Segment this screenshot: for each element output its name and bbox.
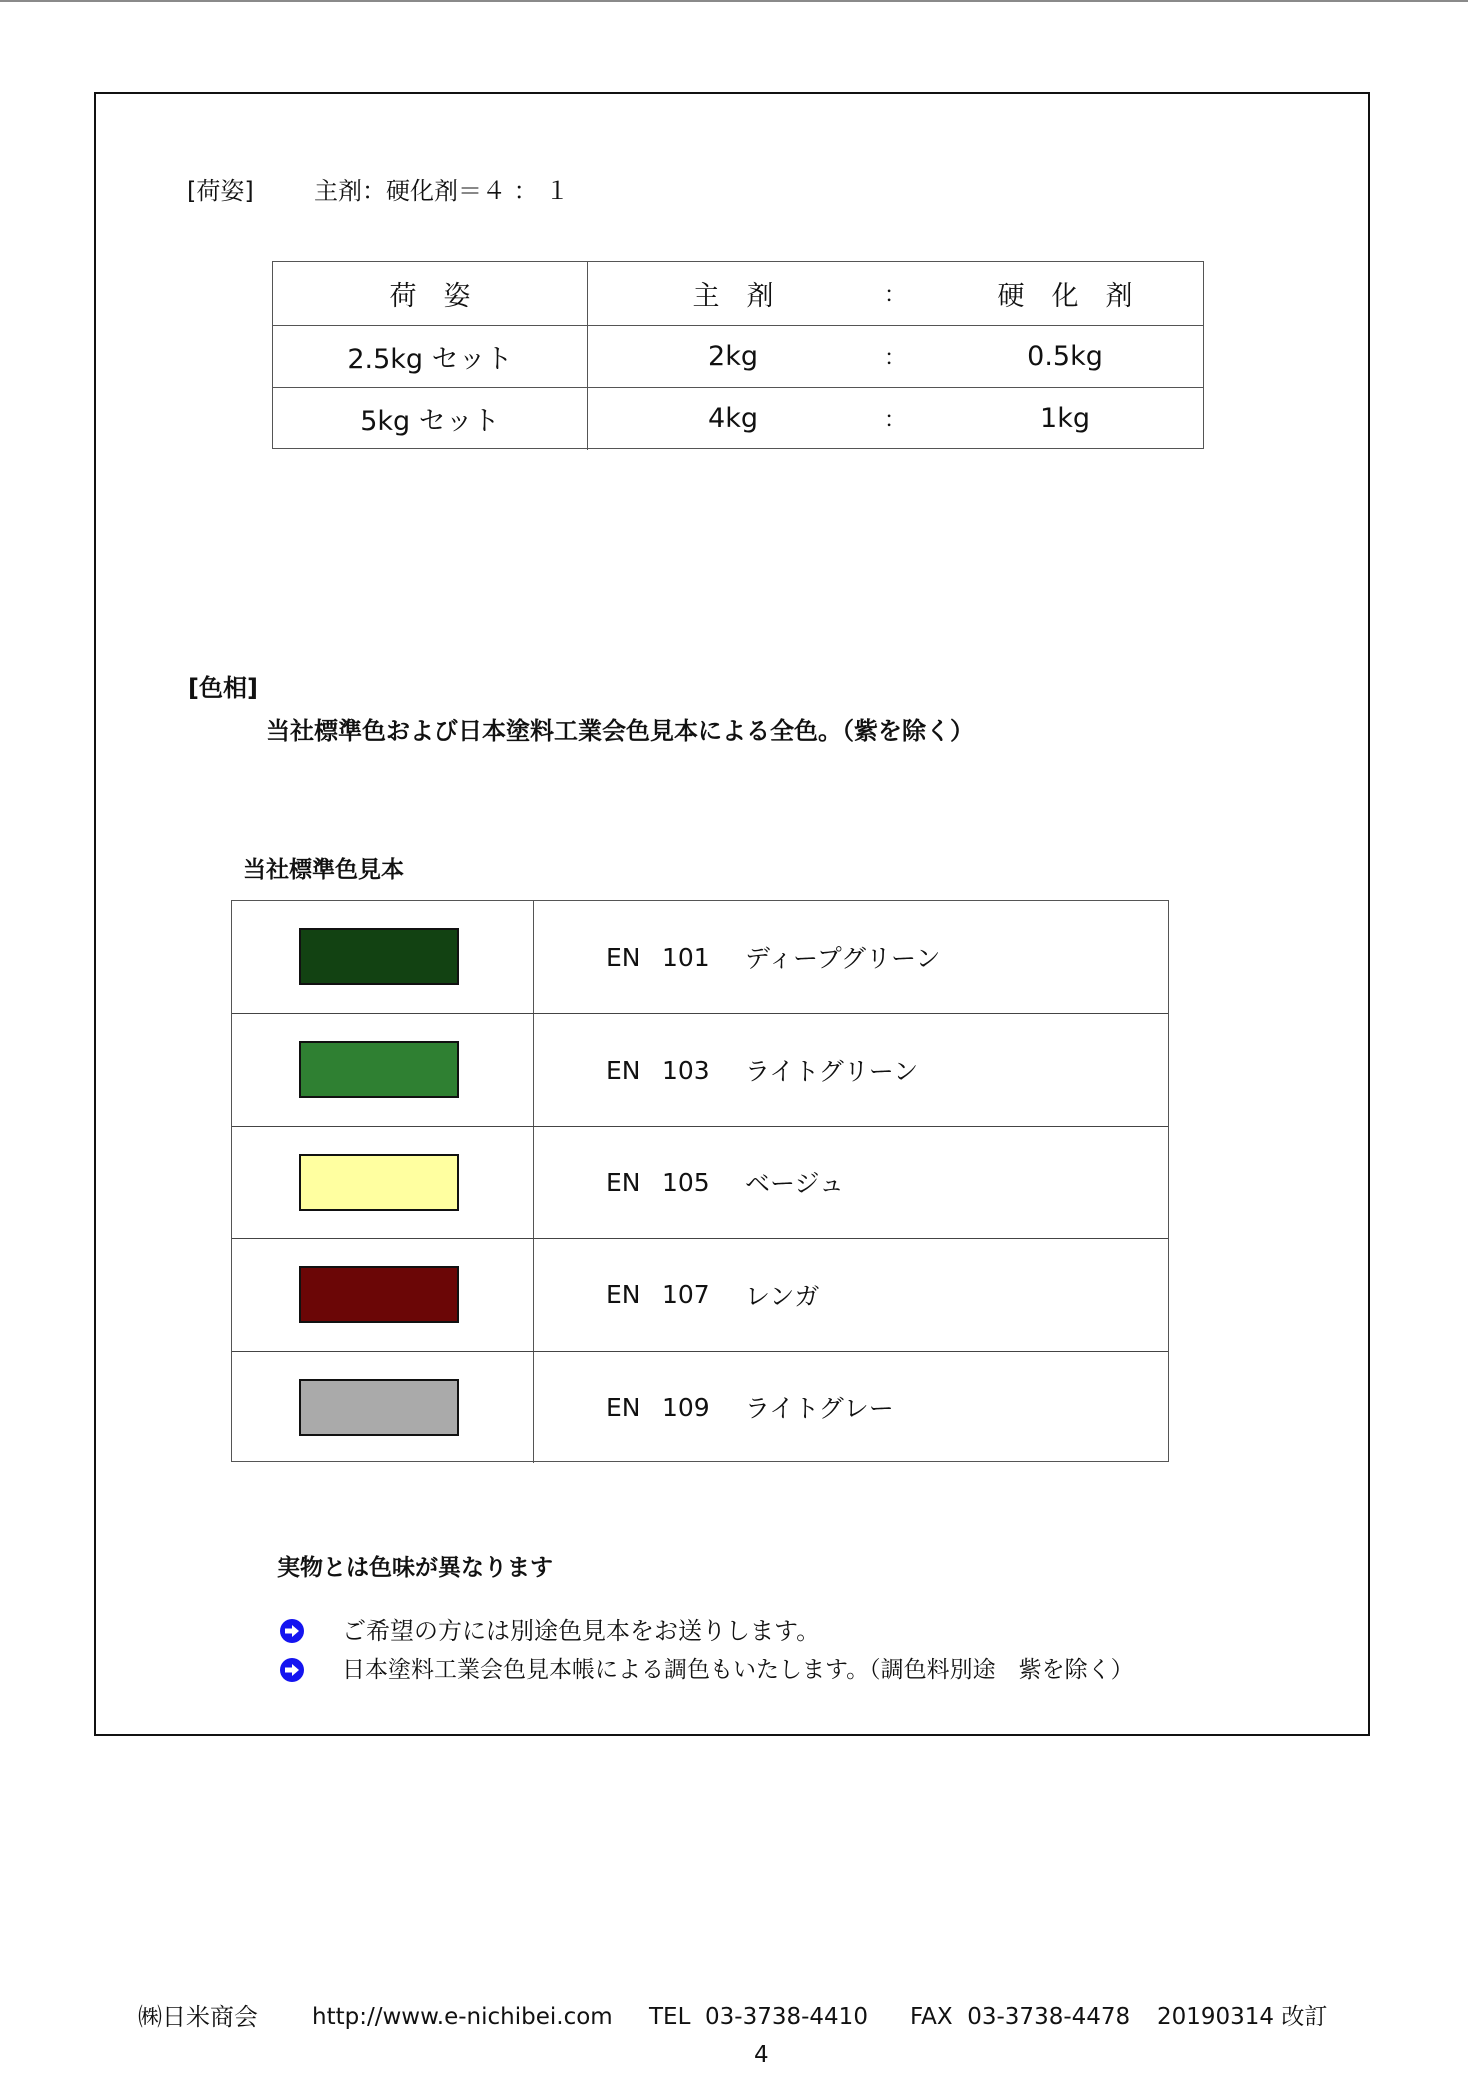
hue-description: 当社標準色および日本塗料工業会色見本による全色。（紫を除く） xyxy=(266,717,974,745)
circled-arrow-right-icon xyxy=(280,1619,304,1643)
color-name: ライトグレー xyxy=(745,1394,894,1424)
hardener-amount: 0.5kg xyxy=(1027,340,1103,372)
bullet-text: 日本塗料工業会色見本帳による調色もいたします。（調色料別途 紫を除く） xyxy=(342,1657,1134,1683)
color-label xyxy=(606,1014,918,1125)
color-code: 109 xyxy=(662,1392,710,1422)
hue-heading: [色相] xyxy=(188,674,258,702)
packing-heading: [荷姿] xyxy=(187,177,254,205)
color-row-en107 xyxy=(232,1238,1168,1350)
bullet-text: ご希望の方には別途色見本をお送りします。 xyxy=(342,1617,821,1645)
color-label xyxy=(606,1239,819,1350)
color-prefix: EN xyxy=(606,942,641,972)
header-hardener: 硬 化 剤 xyxy=(997,280,1133,312)
color-code: 107 xyxy=(662,1280,710,1310)
page-top-rule xyxy=(0,0,1468,2)
color-name: ベージュ xyxy=(745,1169,845,1199)
color-row-en109 xyxy=(232,1351,1168,1463)
main-agent-amount: 2kg xyxy=(708,340,758,372)
color-swatch xyxy=(299,1379,459,1436)
header-packing: 荷 姿 xyxy=(389,280,471,312)
color-swatch xyxy=(299,1266,459,1323)
packing-table-header xyxy=(273,262,1203,325)
color-sample-table xyxy=(231,900,1169,1462)
color-label xyxy=(606,1352,894,1463)
packing-table xyxy=(272,261,1204,449)
color-prefix: EN xyxy=(606,1167,641,1197)
table-row xyxy=(273,325,1203,388)
footer-url[interactable]: http://www.e-nichibei.com xyxy=(312,2004,613,2030)
separator: ： xyxy=(883,408,906,434)
header-main-agent: 主 剤 xyxy=(692,280,774,312)
page-number: 4 xyxy=(754,2042,769,2068)
color-label xyxy=(606,901,941,1013)
color-row-en105 xyxy=(232,1126,1168,1238)
footer-company: ㈱日米商会 xyxy=(138,2003,258,2031)
standard-sample-title: 当社標準色見本 xyxy=(243,857,404,883)
color-name: ライトグリーン xyxy=(745,1057,919,1087)
color-code: 101 xyxy=(662,942,710,972)
color-name: レンガ xyxy=(745,1281,820,1311)
footer-revision: 20190314 改訂 xyxy=(1157,2004,1328,2030)
footer-fax: FAX 03-3738-4478 xyxy=(910,2004,1131,2030)
color-label xyxy=(606,1127,844,1238)
color-swatch xyxy=(299,1154,459,1211)
color-prefix: EN xyxy=(606,1055,641,1085)
table-row xyxy=(273,387,1203,450)
color-disclaimer: 実物とは色味が異なります xyxy=(277,1555,553,1581)
separator: ： xyxy=(883,345,906,371)
color-swatch xyxy=(299,1041,459,1098)
packing-set: 5kg セット xyxy=(360,406,500,438)
color-swatch xyxy=(299,928,459,985)
color-row-en101 xyxy=(232,901,1168,1013)
color-code: 105 xyxy=(662,1167,710,1197)
circled-arrow-right-icon xyxy=(280,1658,304,1682)
header-separator: ： xyxy=(883,282,906,308)
color-prefix: EN xyxy=(606,1280,641,1310)
hardener-amount: 1kg xyxy=(1040,403,1090,435)
color-prefix: EN xyxy=(606,1392,641,1422)
color-row-en103 xyxy=(232,1013,1168,1125)
color-code: 103 xyxy=(662,1055,710,1085)
packing-set: 2.5kg セット xyxy=(347,343,513,375)
color-name: ディープグリーン xyxy=(745,944,941,974)
main-agent-amount: 4kg xyxy=(708,403,758,435)
footer-tel: TEL 03-3738-4410 xyxy=(649,2004,868,2030)
packing-ratio: 主剤：硬化剤＝４ ： １ xyxy=(314,177,570,205)
